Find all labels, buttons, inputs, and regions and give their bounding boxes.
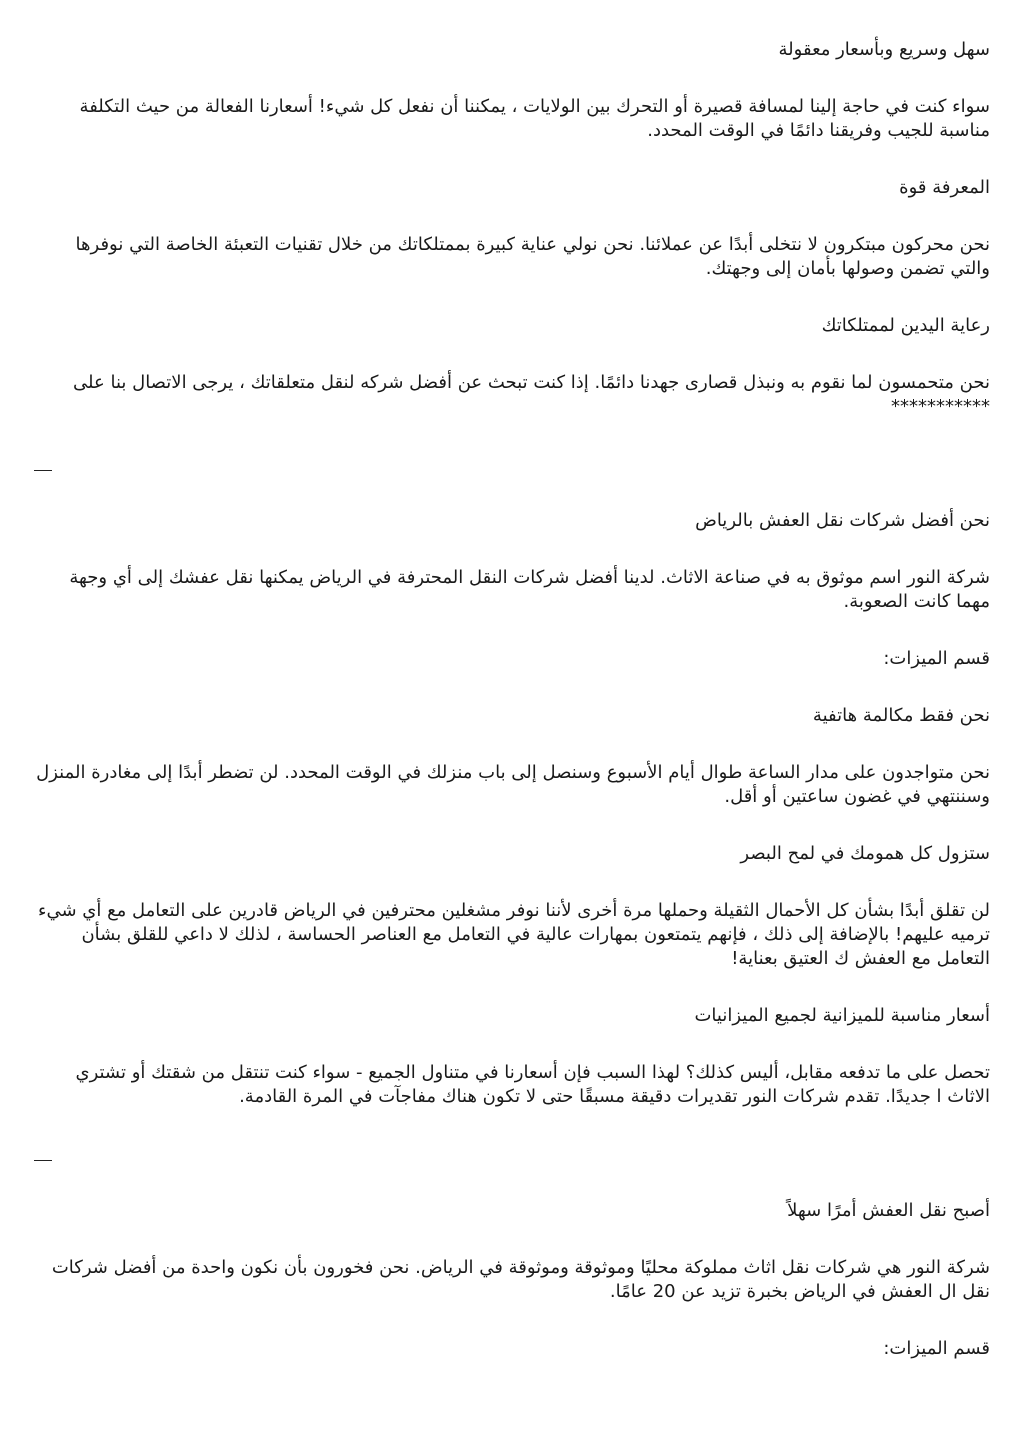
separator-dash (34, 470, 52, 471)
heading-phone-call-away: نحن فقط مكالمة هاتفية (812, 705, 990, 726)
paragraph-heavy-loads: لن تقلق أبدًا بشأن كل الأحمال الثقيلة وحملها مرة أخرى لأننا نوفر مشغلين محترفين في الرياض قادرين على التعامل مع أي شيء ترميه عليهم! بالإضافة إلى ذلك ، فإنهم يتمتعون بمهارات عالية في التعامل مع العناصر الحساسة ، لذلك لا داعي للقلق بشأن التعامل مع العفش ك العتيق بعناية! (38, 900, 990, 969)
paragraph-alnoor-trusted: شركة النور اسم موثوق به في صناعة الاثاث. لدينا أفضل شركات النقل المحترفة في الرياض يمكنها نقل عفشك إلى أي وجهة مهما كانت الصعوبة. (69, 567, 990, 612)
separator-dash (34, 1160, 52, 1161)
heading-knowledge-power: المعرفة قوة (899, 177, 990, 198)
heading-easy-fast-affordable: سهل وسريع وبأسعار معقولة (778, 39, 990, 60)
paragraph-innovative-movers: نحن محركون مبتكرون لا نتخلى أبدًا عن عملائنا. نحن نولي عناية كبيرة بممتلكاتك من خلال تقنيات التعبئة الخاصة التي نوفرها والتي تضمن وصولها بأمان إلى وجهتك. (75, 234, 990, 279)
paragraph-available-24-7: نحن متواجدون على مدار الساعة طوال أيام الأسبوع وسنصل إلى باب منزلك في الوقت المحدد. لن تضطر أبدًا إلى مغادرة المنزل وسننتهي في غضون ساعتين أو أقل. (36, 762, 990, 807)
heading-moving-made-easy: أصبح نقل العفش أمرًا سهلاً (787, 1200, 990, 1221)
heading-features-section-2: قسم الميزات: (883, 1338, 990, 1359)
separator-line (34, 1142, 990, 1166)
heading-budget-prices: أسعار مناسبة للميزانية لجميع الميزانيات (694, 1005, 990, 1026)
paragraph-local-trusted: شركة النور هي شركات نقل اثاث مملوكة محليًا وموثوقة وموثوقة في الرياض. نحن فخورون بأن نكون واحدة من أفضل شركات نقل ال العفش في الرياض بخبرة تزيد عن 20 عامًا. (51, 1257, 990, 1302)
document-body (34, 38, 990, 1394)
paragraph-distance-pricing: سواء كنت في حاجة إلينا لمسافة قصيرة أو التحرك بين الولايات ، يمكننا أن نفعل كل شيء! أسعارنا الفعالة من حيث التكلفة مناسبة للجيب وفريقنا دائمًا في الوقت المحدد. (79, 96, 990, 141)
heading-worries-vanish: ستزول كل همومك في لمح البصر (740, 843, 990, 864)
paragraph-affordable: تحصل على ما تدفعه مقابل، أليس كذلك؟ لهذا السبب فإن أسعارنا في متناول الجميع - سواء كنت تنتقل من شقتك أو تشتري الاثاث ا جديدًا. تقدم شركات النور تقديرات دقيقة مسبقًا حتى لا تكون هناك مفاجآت في المرة القادمة. (75, 1062, 990, 1107)
separator-line (34, 452, 990, 476)
paragraph-contact-us: نحن متحمسون لما نقوم به ونبذل قصارى جهدنا دائمًا. إذا كنت تبحث عن أفضل شركه لنقل متعلقاتك ، يرجى الاتصال بنا على *********** (73, 372, 990, 417)
heading-features-section: قسم الميزات: (883, 648, 990, 669)
heading-care-belongings: رعاية اليدين لممتلكاتك (821, 315, 990, 336)
heading-best-movers-riyadh: نحن أفضل شركات نقل العفش بالرياض (695, 510, 990, 531)
